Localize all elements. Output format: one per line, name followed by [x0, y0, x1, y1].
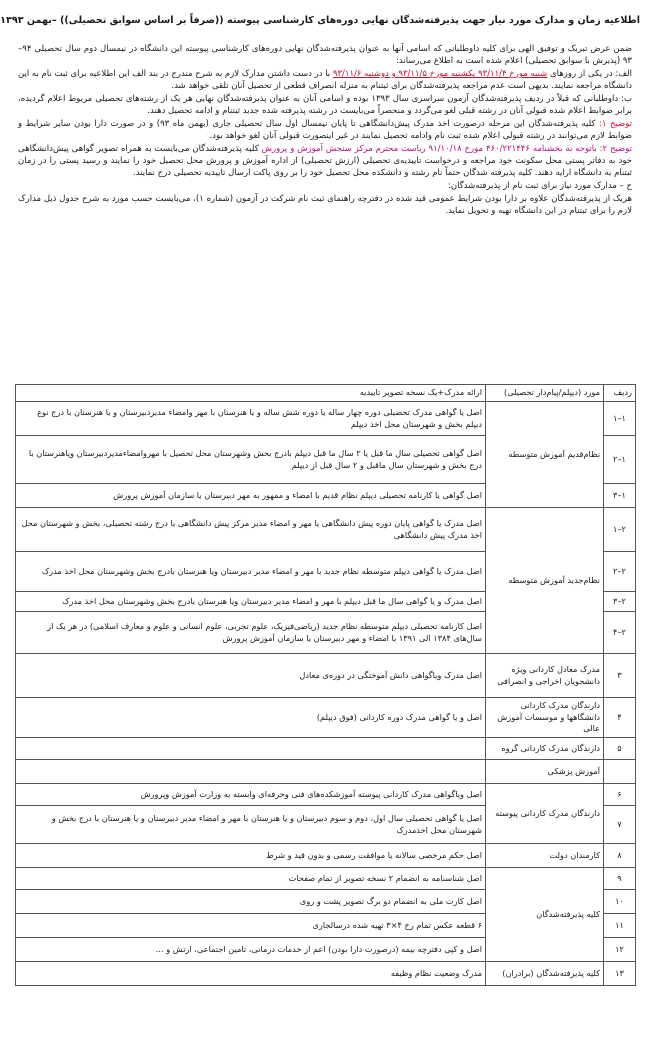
- note-1: [18, 118, 632, 142]
- row-number: ۱–۱: [604, 402, 636, 436]
- page-title: اطلاعیه زمان و مدارک مورد نیاز جهت پذیرفته‌شدگان نهایی دوره‌های کارشناسی پیوسته ((صرفاً بر اساس سوابق تحصیلی)) –بهمن ۱۳۹۳: [0, 15, 640, 26]
- table-row: [16, 738, 636, 760]
- row-category: نظام‌قدیم آموزش متوسطه: [486, 402, 604, 508]
- registration-dates: شنبه مورخ ۹۳/۱۱/۴ یکشنبه مورخ ۹۳/۱۱/۵ و دوشنبه ۹۳/۱۱/۶: [332, 69, 548, 79]
- row-category: کارمندان دولت: [486, 844, 604, 868]
- row-requirement: [16, 738, 486, 760]
- note-1-text: کلیه پذیرفته‌شدگان این مرحله درصورت اخذ مدرک پیش‌دانشگاهی تا پایان نیمسال اول سال تحصیلی جاری (بهمن ماه ۹۳) و در صورت دارا بودن سایر شرایط و ضوابط لازم می‌توانند در رشته قبولی اعلام شده ثبت نام وادامه تحصیل نمایند در غیر اینصورت قبولی آنان لغو خواهد بود.: [18, 119, 632, 141]
- header-row-number: ردیف: [604, 385, 636, 402]
- row-number: ۱–۲: [604, 436, 636, 484]
- row-requirement: اصل یا گواهی مدرک تحصیلی دوره چهار ساله یا دوره شش ساله و یا هنرستان با مهر وامضاء مدیردبیرستان و یا هنرستان با درج نوع دیپلم بخش و شهرستان محل اخذ دیپلم: [16, 402, 486, 436]
- row-number: ۲–۳: [604, 592, 636, 612]
- row-number: ۱۳: [604, 962, 636, 986]
- row-number: ۸: [604, 844, 636, 868]
- table-row: [16, 784, 636, 806]
- row-number: ۱۰: [604, 890, 636, 914]
- documents-table: [15, 384, 636, 986]
- row-requirement: ۶ قطعه عکس تمام رخ ۴×۳ تهیه شده درسالجاری: [16, 914, 486, 938]
- row-category: دارندگان مدرک کاردانی دانشگاهها و موسسات آموزش عالی: [486, 698, 604, 738]
- table-row: [16, 654, 636, 698]
- row-number: ۳: [604, 654, 636, 698]
- row-requirement: اصل ویاگواهی مدرک کاردانی پیوسته آموزشکده‌های فنی وحرفه‌ای وابسته به وزارت آموزش وپرورش: [16, 784, 486, 806]
- row-number: ۷: [604, 806, 636, 844]
- row-number: ۹: [604, 868, 636, 890]
- header-item: مورد (دیپلم/پیام‌دار تحصیلی): [486, 385, 604, 402]
- row-requirement: اصل شناسنامه به انضمام ۲ نسخه تصویر از تمام صفحات: [16, 868, 486, 890]
- row-category: نظام‌جدید آموزش متوسطه: [486, 508, 604, 654]
- header-requirement: ارائه مدرک+یک نسخه تصویر تاییدیه: [16, 385, 486, 402]
- row-category: کلیه پذیرفته‌شدگان (برادران): [486, 962, 604, 986]
- row-requirement: اصل گواهی تحصیلی سال ما قبل یا ۲ سال ما قبل دیپلم بادرج بخش وشهرستان محل تحصیل با مهروامضاءمدیردبیرستان وپاهنرستان با درج بخش و شهرستان سال ماقبل و ۲ سال قبل از دیپلم: [16, 436, 486, 484]
- row-number: ۲–۴: [604, 612, 636, 654]
- row-category: دارندگان مدرک کاردانی پیوسته: [486, 784, 604, 844]
- row-number: ۱۱: [604, 914, 636, 938]
- final-paragraph: هریک از پذیرفته‌شدگان علاوه بر دارا بودن شرایط عمومی قید شده در دفترچه راهنمای ثبت نام شرکت در آزمون (شماره ۱)، می‌بایست حسب مورد به شرح جدول ذیل مدارک لازم را برای ثبتنام در این دانشگاه تهیه و تحویل نماید.: [18, 194, 632, 216]
- row-number: ۲–۲: [604, 552, 636, 592]
- row-requirement: اصل کارت ملی به انضمام دو برگ تصویر پشت و روی: [16, 890, 486, 914]
- table-row: [16, 760, 636, 784]
- clause-jim: ج – مدارک مورد نیاز برای ثبت نام از پذیرفته‌شدگان:: [447, 181, 632, 191]
- row-category: کلیه پذیرفته‌شدگان: [486, 868, 604, 962]
- row-number: ۶: [604, 784, 636, 806]
- row-number: ۲–۱: [604, 508, 636, 552]
- row-requirement: اصل مدرک ویاگواهی دانش آموختگی در دوره‌ی معادل: [16, 654, 486, 698]
- row-requirement: [16, 760, 486, 784]
- table-row: [16, 962, 636, 986]
- row-number: ۱–۳: [604, 484, 636, 508]
- table-row: [16, 508, 636, 552]
- intro-paragraph: ضمن عرض تبریک و توفیق الهی برای کلیه داوطلبانی که اسامی آنها به عنوان پذیرفته‌شدگان نهایی دوره‌های کارشناسی پیوسته این دانشگاه در نیمسال دوم سال تحصیلی ۹۴–۹۳ (پذیرش با سوابق تحصیلی) اعلام شده است به اطلاع می‌رساند:: [18, 44, 632, 66]
- note-2: [18, 143, 632, 179]
- note-2-text: کلیه پذیرفته‌شدگان می‌بایست به همراه تصویر گواهی پیش‌دانشگاهی خود به دفاتر پستی محل سکونت خود مراجعه و درخواست تاییدیه‌ی تحصیلی (ارزش تحصیلی) از اداره آموزش و پرورش محل تحصیل خود را نمایند و رسید پستی را در زمان ثبتنام به دانشگاه ارایه دهند. کلیه پذیرفته شدگان حتماً نام رشته و دانشکده محل تحصیل خود را بر روی پاکت ارسال تاییدیه تحصیلی درج نمایند.: [18, 144, 632, 178]
- row-requirement: اصل مدرک یا گواهی دیپلم متوسطه نظام جدید با مهر و امضاء مدیر دبیرستان ویا هنرستان بادرج بخش وشهرستان محل اخذ مدرک: [16, 552, 486, 592]
- table-header-row: [16, 385, 636, 402]
- row-requirement: اصل مدرک و یا گواهی سال ما قبل دیپلم با مهر و امضاء مدیر دبیرستان ویا هنرستان بادرج بخش وشهرستان محل اخذ مدرک: [16, 592, 486, 612]
- row-number: ۱۲: [604, 938, 636, 962]
- row-requirement: اصل مدرک یا گواهی پایان دوره پیش دانشگاهی یا مهر و امضاء مدیر مرکز پیش دانشگاهی با درج رشته تحصیلی، بخش و شهرستان محل اخذ مدرک پیش دانشگاهی: [16, 508, 486, 552]
- row-number: ۵: [604, 738, 636, 760]
- table-row: [16, 402, 636, 436]
- table-row: [16, 868, 636, 890]
- note-1-label: توضیح ۱:: [599, 119, 632, 129]
- row-requirement: اصل یا گواهی تحصیلی سال اول، دوم و سوم دبیرستان و یا هنرستان با مهر و امضاء مدیر دبیرستان و یا هنرستان با درج بخش و شهرستان محل اخذمدرک: [16, 806, 486, 844]
- clause-alef-end: با در دست داشتن مدارک لازم به شرح مندرج در بند الف این اطلاعیه برای ثبت نام به این دانشگاه مراجعه نمایند. بدیهی است عدم مراجعه پذیرفته‌شدگان برای ثبتنام به منزله انصراف قطعی از تحصیل آنان تلقی خواهد شد.: [18, 69, 632, 91]
- row-number: ۴: [604, 698, 636, 738]
- clause-alef-start: الف: در یکی از روزهای: [550, 69, 633, 79]
- note-2-colored: توضیح ۲: باتوجه به بخشنامه ۴۶۰/۲۲۱۴۴۶ مورخ ۹۱/۱۰/۱۸ ریاست محترم مرکز سنجش آموزش و پرورش: [261, 144, 633, 154]
- row-category: آموزش پزشکی: [486, 760, 604, 784]
- clause-alef: [18, 68, 632, 92]
- body-text: [18, 43, 632, 217]
- table-row: [16, 844, 636, 868]
- row-requirement: اصل گواهی یا کارنامه تحصیلی دیپلم نظام قدیم با امضاء و ممهور به مهر دبیرستان یا سازمان آموزش پرورش: [16, 484, 486, 508]
- row-category: مدرک معادل کاردانی ویژه دانشجویان اخراجی و انصرافی: [486, 654, 604, 698]
- clause-be: ب: داوطلبانی که قبلاً در ردیف پذیرفته‌شدگان آزمون سراسری سال ۱۳۹۳ بوده و اسامی آنان به عنوان پذیرفته‌شدگان نهایی هر یک از رشته‌های تحصیلی مربوط اعلام گردیده، برابر ضوابط اعلام شده قبولی آنان در رشته قبلی لغو می‌گردد و منحصراً می‌بایست در رشته پذیرفته شده جدید ثبتنام و ادامه تحصیل دهند.: [18, 94, 633, 116]
- row-requirement: اصل حکم مرخصی سالانه یا موافقت رسمی و بدون قید و شرط: [16, 844, 486, 868]
- table-row: [16, 698, 636, 738]
- row-requirement: اصل و یا گواهی مدرک دوره کاردانی (فوق دیپلم): [16, 698, 486, 738]
- row-requirement: مدرک وضعیت نظام وظیفه: [16, 962, 486, 986]
- row-number: [604, 760, 636, 784]
- row-requirement: اصل کارنامه تحصیلی دیپلم متوسطه نظام جدید (ریاضی‌فیزیک، علوم تجربی، علوم انسانی و علوم و معارف اسلامی) در هر یک از سال‌های ۱۳۸۴ الی ۱۳۹۱ با امضاء و مهر دبیرستان یا سازمان آموزش پرورش: [16, 612, 486, 654]
- row-category: دارندگان مدرک کاردانی گروه: [486, 738, 604, 760]
- row-requirement: اصل و کپی دفترچه بیمه (درصورت دارا بودن) اعم از خدمات درمانی، تامین اجتماعی، ارتش و ...: [16, 938, 486, 962]
